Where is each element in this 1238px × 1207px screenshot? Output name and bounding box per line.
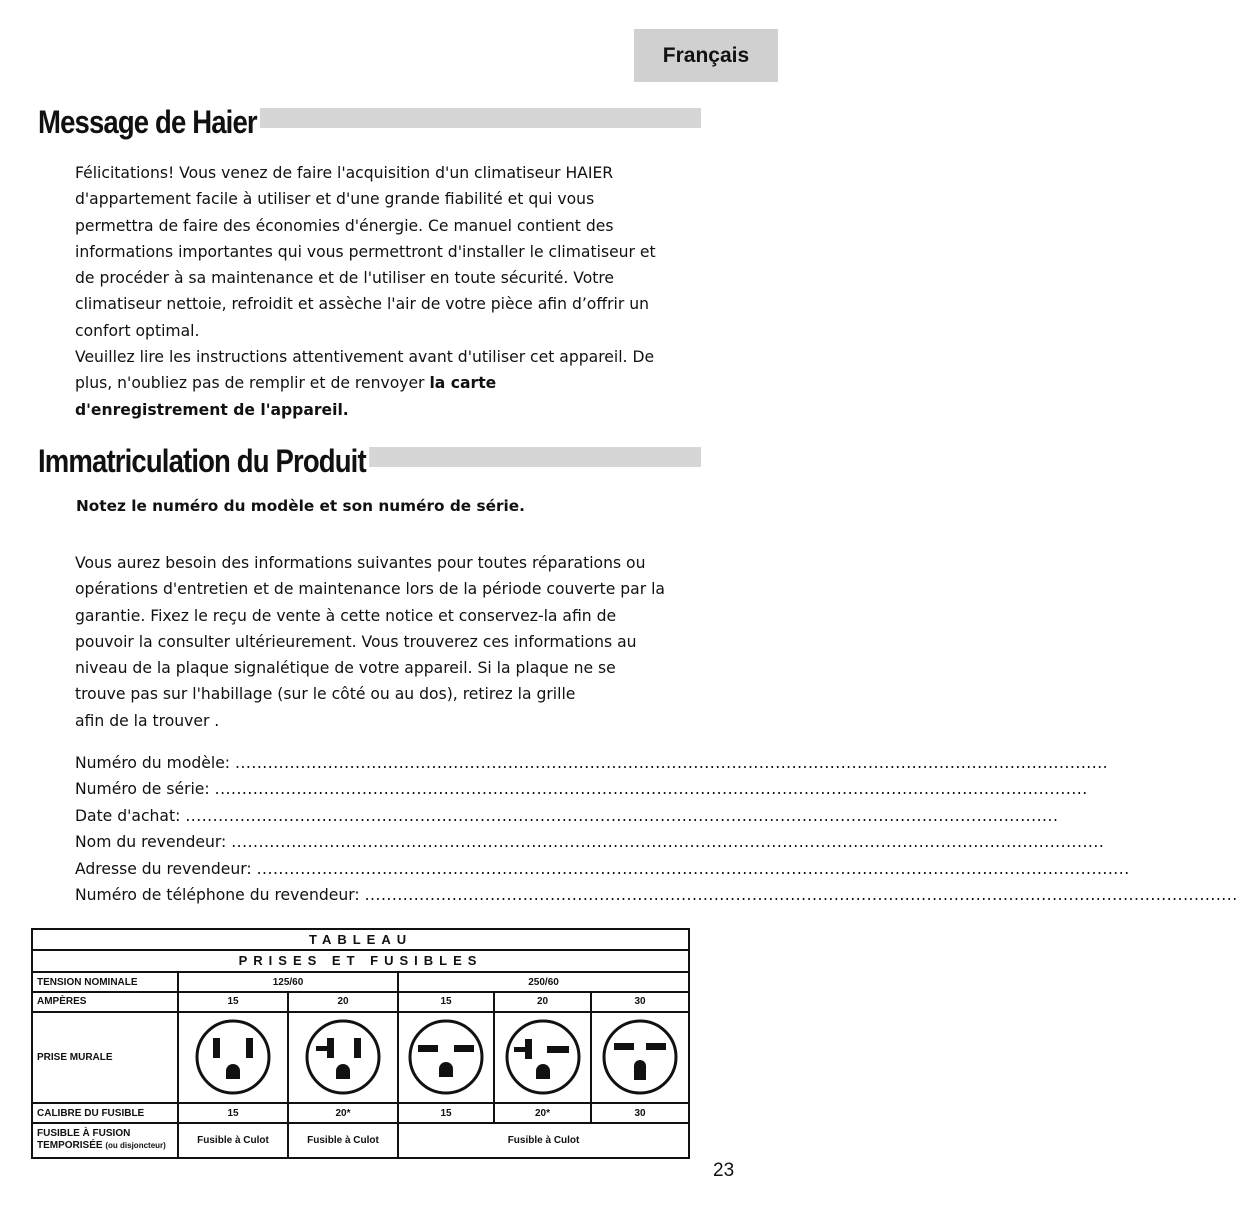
message-paragraph <box>75 160 675 423</box>
paragraph-line <box>75 370 675 396</box>
field-serial-number[interactable] <box>75 780 1088 806</box>
registration-card-bold: la carte <box>429 374 497 393</box>
outlet-cell <box>591 1012 689 1104</box>
field-label: Numéro de téléphone du revendeur: <box>75 886 360 904</box>
outlet-250v-30a-icon <box>600 1017 680 1097</box>
paragraph-line: confort optimal. <box>75 321 200 340</box>
row-label-text: FUSIBLE À FUSION <box>37 1128 131 1140</box>
field-dealer-address[interactable] <box>75 860 1130 886</box>
row-label-time-delay <box>32 1123 178 1158</box>
paragraph-line: niveau de la plaque signalétique de votre appareil. Si la plaque ne se <box>75 659 616 678</box>
amperes-value: 15 <box>398 992 494 1012</box>
language-tab: Français <box>634 29 778 82</box>
paragraph-text: plus, n'oubliez pas de remplir et de renvoyer <box>75 374 430 393</box>
field-purchase-date[interactable] <box>75 807 1059 833</box>
paragraph-line: Vous aurez besoin des informations suivantes pour toutes réparations ou <box>75 554 646 572</box>
amperes-value: 20 <box>494 992 591 1012</box>
field-dealer-phone[interactable] <box>75 886 1238 912</box>
paragraph-line: opérations d'entretien et de maintenance lors de la période couverte par la <box>75 580 665 599</box>
paragraph-line: informations importantes qui vous permettront d'installer le climatiseur et <box>75 242 656 261</box>
paragraph-line: trouve pas sur l'habillage (sur le côté ou au dos), retirez la grille <box>75 685 576 704</box>
fuse-rating-value: 20* <box>288 1103 398 1123</box>
time-delay-value: Fusible à Culot <box>398 1123 689 1158</box>
outlet-250v-20a-icon <box>503 1017 583 1097</box>
outlet-cell <box>494 1012 591 1104</box>
paragraph-line: afin de la trouver . <box>75 711 220 730</box>
field-model-number[interactable] <box>75 754 1109 780</box>
paragraph-line: climatiseur nettoie, refroidit et assèche l'air de votre pièce afin d’offrir un <box>75 295 649 314</box>
outlet-125v-20a-icon <box>303 1017 383 1097</box>
section-title-registration: Immatriculation du Produit <box>38 443 369 480</box>
row-label-text: TEMPORISÉE <box>37 1140 103 1152</box>
field-dots: ................................................................................................................................................................ <box>364 886 1238 904</box>
field-dots: ................................................................................................................................................................ <box>256 860 1130 878</box>
paragraph-line: pouvoir la consulter ultérieurement. Vous trouverez ces informations au <box>75 632 637 651</box>
page-number: 23 <box>713 1160 735 1181</box>
field-dealer-name[interactable] <box>75 833 1105 859</box>
tension-value: 250/60 <box>398 972 689 992</box>
outlet-125v-15a-icon <box>193 1017 273 1097</box>
fuse-rating-value: 15 <box>398 1103 494 1123</box>
fuse-rating-value: 30 <box>591 1103 689 1123</box>
time-delay-value: Fusible à Culot <box>178 1123 288 1158</box>
field-label: Numéro du modèle: <box>75 754 231 772</box>
outlet-cell <box>178 1012 288 1104</box>
field-label: Numéro de série: <box>75 780 210 798</box>
paragraph-line: Veuillez lire les instructions attentivement avant d'utiliser cet appareil. De <box>75 348 655 367</box>
fuse-rating-value: 15 <box>178 1103 288 1123</box>
table-title: TABLEAU <box>32 929 689 950</box>
paragraph-line: d'appartement facile à utiliser et d'une grande fiabilité et qui vous <box>75 190 595 209</box>
plugs-fuses-table <box>31 928 690 1159</box>
field-label: Adresse du revendeur: <box>75 860 252 878</box>
amperes-value: 20 <box>288 992 398 1012</box>
section-title-message: Message de Haier <box>38 104 260 141</box>
note-heading: Notez le numéro du modèle et son numéro de série. <box>76 497 525 515</box>
registration-card-bold: d'enregistrement de l'appareil. <box>75 400 349 419</box>
row-label-tension: TENSION NOMINALE <box>32 972 178 992</box>
fuse-rating-value: 20* <box>494 1103 591 1123</box>
outlet-cell <box>398 1012 494 1104</box>
field-dots: ................................................................................................................................................................ <box>235 754 1109 772</box>
registration-paragraph <box>75 550 675 734</box>
row-label-outlet: PRISE MURALE <box>32 1012 178 1104</box>
field-label: Date d'achat: <box>75 807 181 825</box>
row-label-fuse-rating: CALIBRE DU FUSIBLE <box>32 1103 178 1123</box>
paragraph-line: Félicitations! Vous venez de faire l'acquisition d'un climatiseur HAIER <box>75 164 614 182</box>
paragraph-line: garantie. Fixez le reçu de vente à cette notice et conservez-la afin de <box>75 606 617 625</box>
table-subtitle: PRISES ET FUSIBLES <box>32 950 689 973</box>
row-label-amperes: AMPÈRES <box>32 992 178 1012</box>
row-label-small: (ou disjoncteur) <box>105 1141 166 1151</box>
paragraph-line: de procéder à sa maintenance et de l'utiliser en toute sécurité. Votre <box>75 269 615 288</box>
outlet-cell <box>288 1012 398 1104</box>
amperes-value: 15 <box>178 992 288 1012</box>
tension-value: 125/60 <box>178 972 398 992</box>
field-dots: ................................................................................................................................................................ <box>214 780 1088 798</box>
time-delay-value: Fusible à Culot <box>288 1123 398 1158</box>
paragraph-line: permettra de faire des économies d'énergie. Ce manuel contient des <box>75 216 614 235</box>
field-dots: ................................................................................................................................................................ <box>185 807 1059 825</box>
amperes-value: 30 <box>591 992 689 1012</box>
outlet-250v-15a-icon <box>406 1017 486 1097</box>
field-dots: ................................................................................................................................................................ <box>231 833 1105 851</box>
field-label: Nom du revendeur: <box>75 833 227 851</box>
